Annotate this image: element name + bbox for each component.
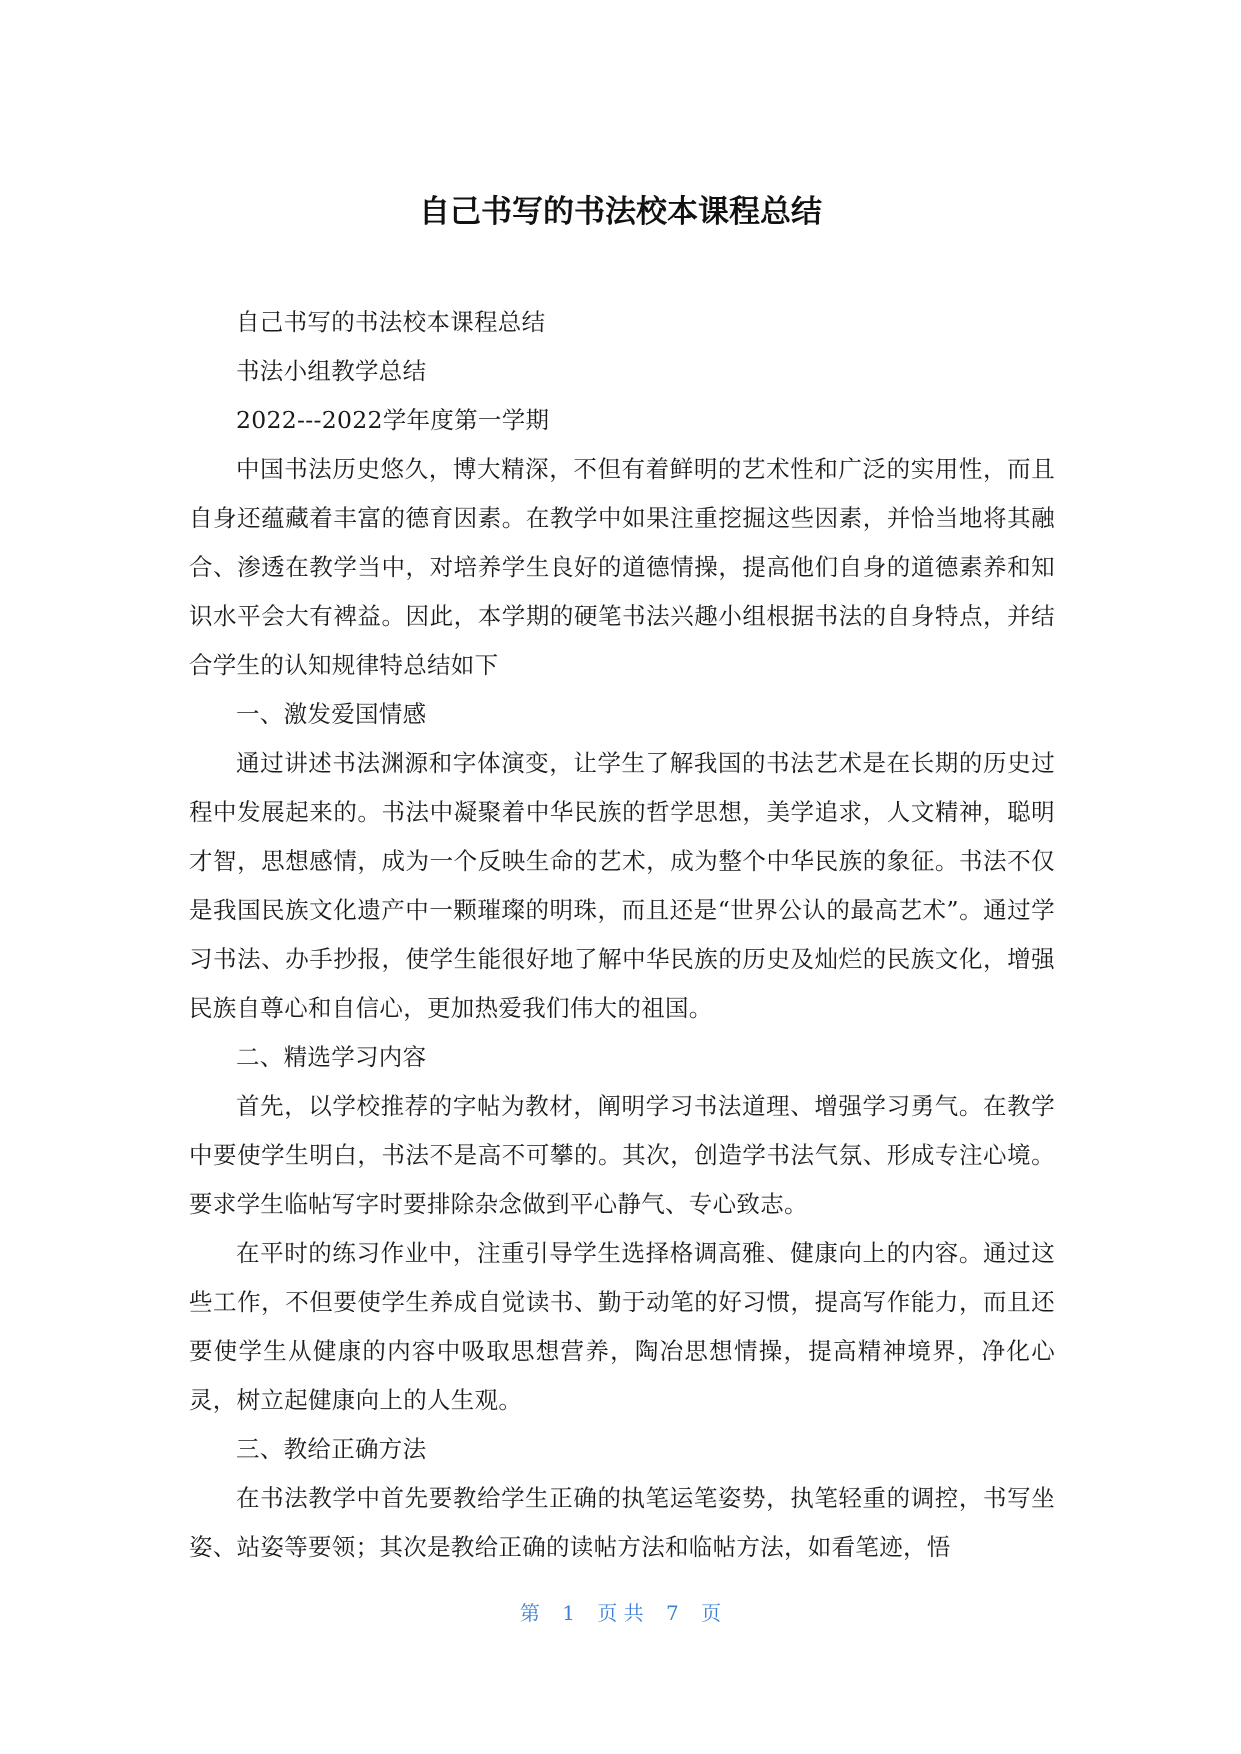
footer-label-pages: 页: [701, 1601, 722, 1625]
footer-current-page: 1: [562, 1601, 575, 1625]
footer-total-pages: 7: [666, 1601, 679, 1625]
paragraph-intro: 中国书法历史悠久，博大精深，不但有着鲜明的艺术性和广泛的实用性，而且自身还蕴藏着丰富的德育因素。在教学中如果注重挖掘这些因素，并恰当地将其融合、渗透在教学当中，对培养学生良好的道德情操，提高他们自身的道德素养和知识水平会大有裨益。因此，本学期的硬笔书法兴趣小组根据书法的自身特点，并结合学生的认知规律特总结如下: [189, 455, 1055, 679]
document-body: [189, 298, 1055, 1572]
paragraph-section-1: 通过讲述书法渊源和字体演变，让学生了解我国的书法艺术是在长期的历史过程中发展起来的。书法中凝聚着中华民族的哲学思想，美学追求，人文精神，聪明才智，思想感情，成为一个反映生命的艺术，成为整个中华民族的象征。书法不仅是我国民族文化遗产中一颗璀璨的明珠，而且还是“世界公认的最高艺术”。通过学习书法、办手抄报，使学生能很好地了解中华民族的历史及灿烂的民族文化，增强民族自尊心和自信心，更加热爱我们伟大的祖国。: [189, 749, 1055, 1022]
footer-label-page: 第: [519, 1601, 540, 1625]
section-heading-3: 三、教给正确方法: [236, 1435, 427, 1463]
section-heading-2: 二、精选学习内容: [236, 1043, 427, 1071]
paragraph-semester: 2022---2022学年度第一学期: [236, 406, 550, 434]
document-title: 自己书写的书法校本课程总结: [419, 194, 822, 230]
paragraph-section-3: 在书法教学中首先要教给学生正确的执笔运笔姿势，执笔轻重的调控，书写坐姿、站姿等要领；其次是教给正确的读帖方法和临帖方法，如看笔迹，悟: [189, 1484, 1055, 1561]
page-footer: [0, 1598, 1241, 1628]
footer-label-of: 页 共: [597, 1601, 644, 1625]
paragraph-subtitle: 自己书写的书法校本课程总结: [236, 308, 546, 336]
paragraph-section-2b: 在平时的练习作业中，注重引导学生选择格调高雅、健康向上的内容。通过这些工作，不但要使学生养成自觉读书、勤于动笔的好习惯，提高写作能力，而且还要使学生从健康的内容中吸取思想营养，陶冶思想情操，提高精神境界，净化心灵，树立起健康向上的人生观。: [189, 1239, 1055, 1414]
paragraph-group-name: 书法小组教学总结: [236, 357, 427, 385]
paragraph-section-2a: 首先，以学校推荐的字帖为教材，阐明学习书法道理、增强学习勇气。在教学中要使学生明白，书法不是高不可攀的。其次，创造学书法气氛、形成专注心境。要求学生临帖写字时要排除杂念做到平心静气、专心致志。: [189, 1092, 1055, 1218]
section-heading-1: 一、激发爱国情感: [236, 700, 427, 728]
